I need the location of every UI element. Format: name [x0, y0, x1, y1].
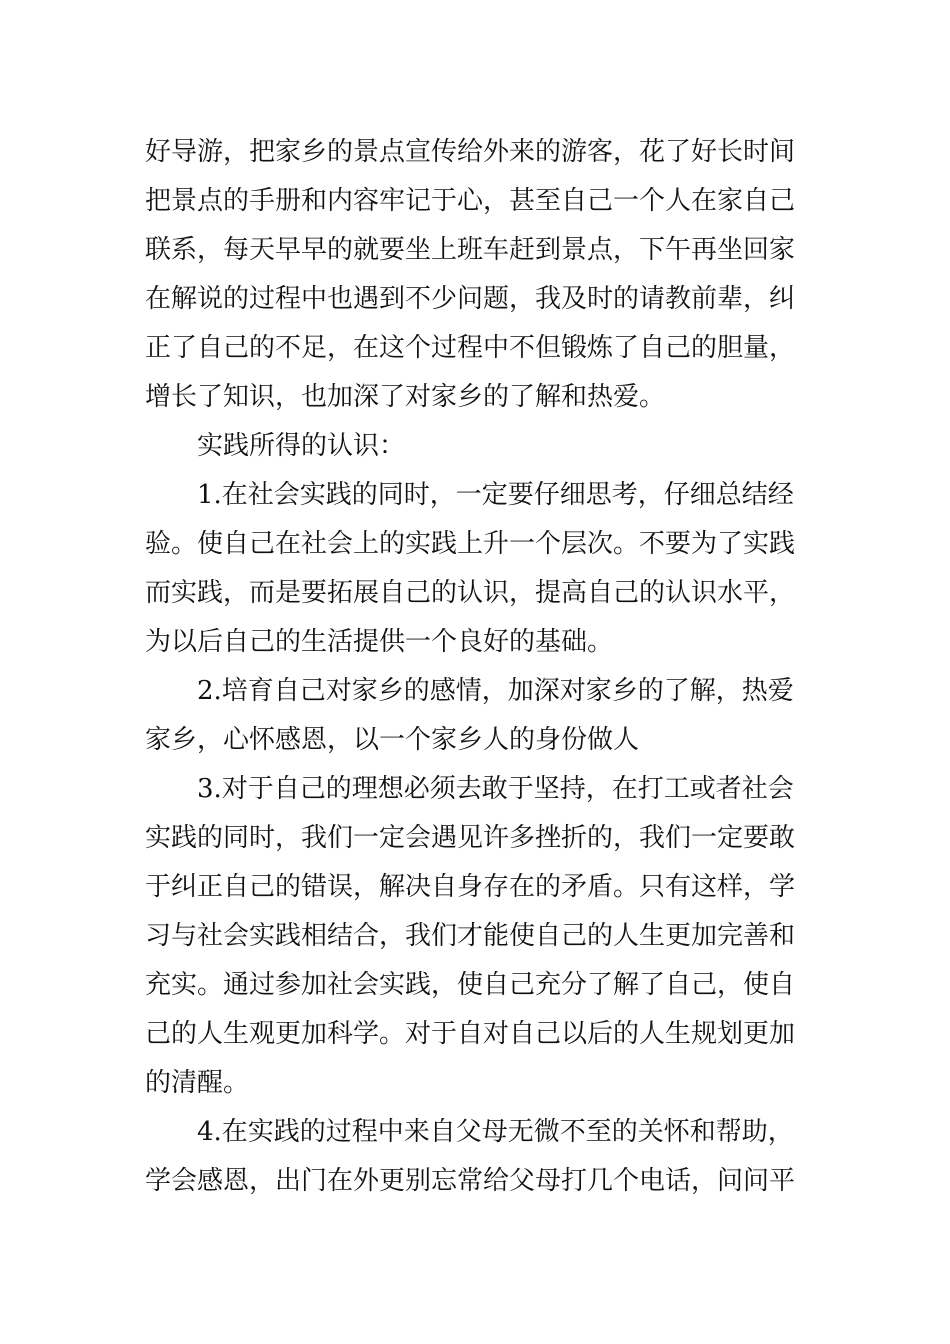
- body-text: [145, 128, 810, 1206]
- text-line: 正了自己的不足，在这个过程中不但锻炼了自己的胆量，: [145, 333, 796, 363]
- text-line: 习与社会实践相结合，我们才能使自己的人生更加完善和: [145, 921, 796, 951]
- text-line: 于纠正自己的错误，解决自身存在的矛盾。只有这样，学: [145, 872, 796, 902]
- text-line: 好导游，把家乡的景点宣传给外来的游客，花了好长时间: [145, 137, 796, 167]
- text-line: 而实践，而是要拓展自己的认识，提高自己的认识水平，: [145, 578, 796, 608]
- text-line: 学会感恩，出门在外更别忘常给父母打几个电话，问问平: [145, 1166, 796, 1196]
- text-line: 实践的同时，我们一定会遇见许多挫折的，我们一定要敢: [145, 823, 796, 853]
- text-line: 4.在实践的过程中来自父母无微不至的关怀和帮助，: [197, 1117, 794, 1147]
- section-heading: 实践所得的认识：: [197, 431, 406, 461]
- text-line: 2.培育自己对家乡的感情，加深对家乡的了解，热爱: [197, 676, 794, 706]
- text-line: 己的人生观更加科学。对于自对自己以后的人生规划更加: [145, 1019, 796, 1049]
- text-line: 1.在社会实践的同时，一定要仔细思考，仔细总结经: [197, 480, 794, 510]
- text-line: 的清醒。: [145, 1068, 250, 1098]
- text-line: 充实。通过参加社会实践，使自己充分了解了自己，使自: [145, 970, 796, 1000]
- text-line: 验。使自己在社会上的实践上升一个层次。不要为了实践: [145, 529, 796, 559]
- text-line: 把景点的手册和内容牢记于心，甚至自己一个人在家自己: [145, 186, 796, 216]
- text-line: 增长了知识，也加深了对家乡的了解和热爱。: [145, 382, 666, 412]
- text-line: 3.对于自己的理想必须去敢于坚持，在打工或者社会: [197, 774, 794, 804]
- text-line: 在解说的过程中也遇到不少问题，我及时的请教前辈，纠: [145, 284, 796, 314]
- text-line: 为以后自己的生活提供一个良好的基础。: [145, 627, 614, 657]
- text-line: 家乡，心怀感恩，以一个家乡人的身份做人: [145, 725, 640, 755]
- text-line: 联系，每天早早的就要坐上班车赶到景点，下午再坐回家: [145, 235, 796, 265]
